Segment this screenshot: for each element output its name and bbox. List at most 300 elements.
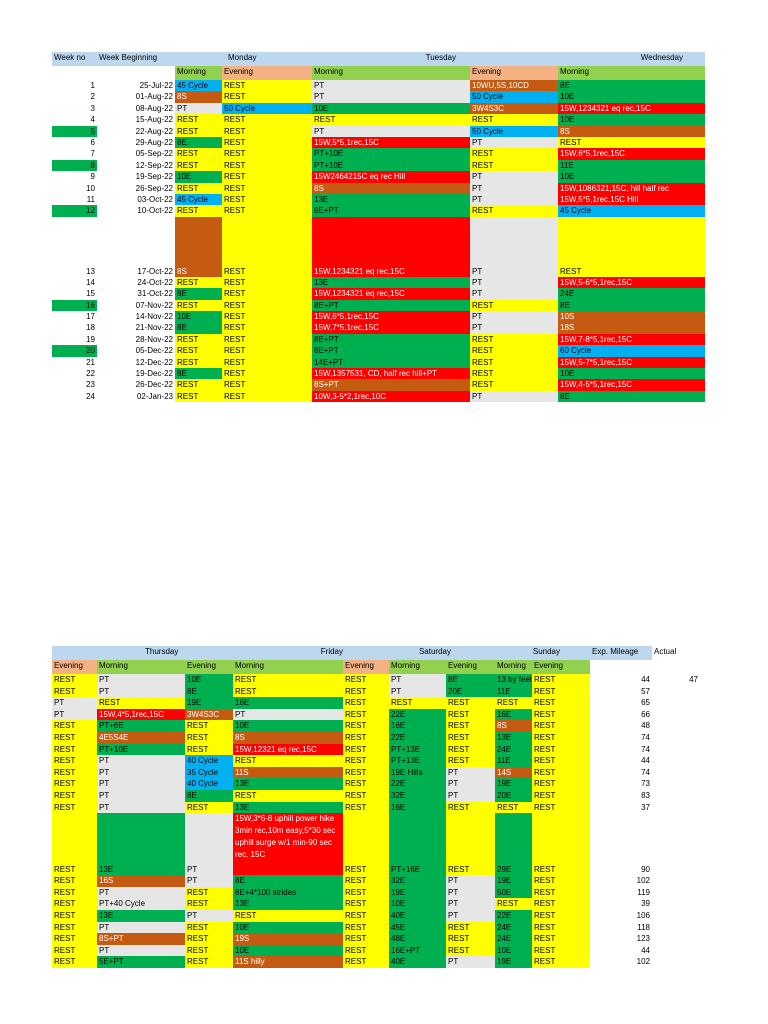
schedule-cell: 11E — [495, 755, 532, 767]
schedule-cell: PT — [97, 778, 185, 790]
schedule-cell: 8E — [558, 300, 705, 311]
week-number: 10 — [52, 183, 97, 194]
schedule-cell: 8E — [185, 790, 233, 802]
schedule-cell: 10E — [175, 171, 222, 182]
schedule-cell: REST — [222, 126, 312, 137]
schedule-cell: REST — [446, 755, 495, 767]
schedule-cell: REST — [52, 720, 97, 732]
schedule-cell: REST — [185, 922, 233, 934]
week-number: 12 — [52, 205, 97, 216]
schedule-cell: REST — [389, 697, 446, 709]
schedule-cell: REST — [312, 114, 470, 125]
schedule-cell: REST — [52, 778, 97, 790]
schedule-cell: 15W,4-5*5,1rec,15C — [558, 379, 705, 390]
week-date: 03-Oct-22 — [137, 195, 173, 204]
schedule-cell: 16E — [233, 697, 343, 709]
schedule-cell: REST — [233, 686, 343, 698]
schedule-cell: PT+13E — [389, 744, 446, 756]
schedule-cell: REST — [343, 922, 389, 934]
actual-mileage — [652, 898, 700, 910]
actual-mileage — [652, 887, 700, 899]
schedule-cell: REST — [558, 217, 705, 277]
schedule-cell: 10W,3-5*2,1rec,10C — [312, 391, 470, 402]
schedule-cell: REST — [52, 755, 97, 767]
schedule-cell: 13E — [312, 194, 470, 205]
week-date: 12-Dec-22 — [135, 357, 173, 367]
week-date: 21-Nov-22 — [135, 323, 173, 333]
schedule-cell: REST — [52, 898, 97, 910]
schedule-cell: 8S — [233, 732, 343, 744]
schedule-cell: PT — [470, 137, 558, 148]
expected-mileage: 102 — [636, 957, 650, 967]
schedule-cell: REST — [97, 697, 185, 709]
schedule-cell: PT+40 Cycle — [97, 898, 185, 910]
week-date: 19-Dec-22 — [135, 369, 173, 378]
schedule-cell: REST — [343, 720, 389, 732]
schedule-cell: PT — [97, 922, 185, 934]
schedule-cell: REST — [52, 686, 97, 698]
expected-mileage: 73 — [641, 779, 650, 789]
week-date: 26-Dec-22 — [135, 380, 173, 390]
schedule-cell: REST — [222, 217, 312, 277]
subheader-wed-morning: Morning — [558, 66, 705, 80]
expected-mileage: 119 — [637, 887, 650, 897]
schedule-cell: REST — [532, 802, 590, 814]
schedule-cell: REST — [175, 379, 222, 390]
expected-mileage: 74 — [641, 733, 650, 742]
schedule-cell: PT — [470, 183, 558, 194]
schedule-cell: 13E — [233, 898, 343, 910]
schedule-cell: REST — [446, 945, 495, 957]
schedule-cell: REST — [446, 732, 495, 744]
schedule-cell: 20E — [495, 790, 532, 802]
header-wednesday: Wednesday — [640, 53, 683, 62]
schedule-cell: PT — [175, 103, 222, 114]
week-number: 6 — [52, 137, 97, 148]
schedule-cell: REST — [470, 300, 558, 311]
schedule-cell: REST — [343, 802, 389, 814]
schedule-cell: PT — [185, 910, 233, 922]
schedule-cell: REST — [52, 945, 97, 957]
week-number: 3 — [52, 103, 97, 114]
schedule-cell: PT — [470, 288, 558, 299]
subheader-sat-morning: Morning — [389, 660, 446, 674]
week-date: 14-Nov-22 — [135, 312, 173, 321]
schedule-cell: REST — [52, 732, 97, 744]
schedule-cell: REST — [470, 160, 558, 171]
schedule-cell: REST — [343, 910, 389, 922]
schedule-cell: REST — [532, 709, 590, 721]
subheader-thu-evening: Evening — [185, 660, 233, 674]
schedule-cell: 15W,1234321 eq rec,15C — [558, 103, 705, 114]
schedule-cell: REST — [532, 813, 590, 875]
schedule-cell: 45 Cycle — [558, 205, 705, 216]
schedule-cell: REST — [446, 709, 495, 721]
schedule-cell: 50E — [495, 887, 532, 899]
schedule-cell: PT — [185, 813, 233, 875]
schedule-cell: PT — [470, 311, 558, 322]
week-number: 9 — [52, 171, 97, 182]
schedule-cell: 3W4S3C — [470, 103, 558, 114]
schedule-cell: REST — [222, 205, 312, 216]
week-date: 24-Oct-22 — [137, 277, 173, 287]
schedule-cell: PT+6E — [97, 720, 185, 732]
schedule-cell: 13E — [495, 732, 532, 744]
schedule-cell: 15W,4*5,1rec,15C — [97, 709, 185, 721]
expected-mileage: 44 — [641, 756, 650, 766]
actual-mileage — [652, 755, 700, 767]
subheader-fri-evening: Evening — [343, 660, 389, 674]
schedule-cell: REST — [343, 887, 389, 899]
schedule-cell: PT — [389, 686, 446, 698]
schedule-cell: 15W,6*5,1rec,15C — [558, 148, 705, 159]
schedule-cell: 40E — [389, 910, 446, 922]
schedule-cell: REST — [185, 802, 233, 814]
schedule-cell: REST — [52, 887, 97, 899]
week-date: 22-Aug-22 — [135, 126, 173, 136]
expected-mileage: 44 — [641, 945, 650, 955]
actual-mileage — [652, 744, 700, 756]
schedule-cell: 8E — [185, 686, 233, 698]
schedule-cell: 24E — [558, 288, 705, 299]
schedule-cell: REST — [222, 171, 312, 182]
schedule-cell: REST — [222, 322, 312, 333]
schedule-cell: REST — [343, 898, 389, 910]
schedule-cell: REST — [52, 802, 97, 814]
schedule-cell: REST — [343, 744, 389, 756]
week-date: 12-Sep-22 — [135, 160, 173, 170]
schedule-cell: REST — [343, 709, 389, 721]
schedule-cell: REST — [222, 91, 312, 102]
schedule-cell: 11E — [558, 160, 705, 171]
schedule-cell: REST — [532, 755, 590, 767]
schedule-cell: 10E — [175, 311, 222, 322]
schedule-cell: 15W,7-8*5,1rec,15C — [558, 334, 705, 345]
schedule-cell: REST — [175, 160, 222, 171]
week-number: 21 — [52, 357, 97, 368]
schedule-cell: REST — [222, 288, 312, 299]
schedule-cell: PT — [312, 80, 470, 91]
header-sunday: Sunday — [532, 647, 560, 656]
schedule-cell: PT — [52, 709, 97, 721]
schedule-cell: PT — [470, 217, 558, 277]
expected-mileage: 90 — [641, 865, 650, 875]
schedule-cell: REST — [185, 744, 233, 756]
schedule-cell: REST — [175, 391, 222, 402]
schedule-cell: REST — [222, 277, 312, 288]
schedule-cell: PT — [446, 875, 495, 887]
schedule-cell: 15W,5*5,1rec,15C — [312, 137, 470, 148]
week-date: 17-Oct-22 — [137, 266, 173, 276]
schedule-cell: 10S — [558, 311, 705, 322]
schedule-cell: 15W,12321 eq rec,15C — [233, 744, 343, 756]
actual-mileage — [652, 802, 700, 814]
schedule-cell: REST — [52, 744, 97, 756]
schedule-cell: REST — [343, 755, 389, 767]
schedule-cell: REST — [52, 790, 97, 802]
schedule-cell: REST — [532, 686, 590, 698]
schedule-cell: REST — [558, 137, 705, 148]
schedule-cell: REST — [532, 910, 590, 922]
schedule-cell: 10E — [233, 945, 343, 957]
schedule-cell: PT — [446, 956, 495, 968]
schedule-cell: 19E — [185, 697, 233, 709]
schedule-cell: 45 Cycle — [175, 80, 222, 91]
schedule-cell: REST — [52, 674, 97, 686]
schedule-cell: 24E — [495, 744, 532, 756]
expected-mileage: 106 — [636, 911, 650, 920]
schedule-cell: REST — [446, 922, 495, 934]
schedule-cell: 8E+PT — [312, 345, 470, 356]
schedule-cell: 24E — [495, 922, 532, 934]
week-number: 2 — [52, 91, 97, 102]
schedule-cell: REST — [343, 674, 389, 686]
schedule-cell: 10E — [233, 922, 343, 934]
schedule-cell: 16S — [97, 875, 185, 887]
schedule-cell: 8E — [446, 674, 495, 686]
schedule-cell: REST — [343, 933, 389, 945]
schedule-cell: REST — [222, 183, 312, 194]
actual-mileage — [652, 686, 700, 698]
expected-mileage: 48 — [641, 721, 650, 731]
expected-mileage: 74 — [641, 767, 650, 777]
actual-mileage — [652, 790, 700, 802]
schedule-cell: REST — [175, 183, 222, 194]
schedule-cell: 60 Cycle — [558, 345, 705, 356]
schedule-cell: 19E — [495, 778, 532, 790]
schedule-cell: PT — [97, 802, 185, 814]
actual-mileage — [652, 720, 700, 732]
subheader-sun-morning: Morning — [495, 660, 532, 674]
schedule-cell: REST — [222, 80, 312, 91]
schedule-cell: 10E — [558, 171, 705, 182]
schedule-cell: REST — [532, 898, 590, 910]
schedule-cell: 10E — [185, 674, 233, 686]
schedule-cell: 22E — [389, 778, 446, 790]
schedule-cell: 13E — [233, 802, 343, 814]
schedule-cell: REST — [532, 778, 590, 790]
schedule-cell: PT+10E — [312, 160, 470, 171]
schedule-cell: REST — [175, 300, 222, 311]
week-number: 20 — [52, 345, 97, 356]
schedule-cell: REST — [52, 875, 97, 887]
schedule-cell: PT — [52, 697, 97, 709]
actual-mileage: 47 — [689, 675, 698, 684]
schedule-cell: REST — [532, 875, 590, 887]
schedule-cell: 10E — [495, 945, 532, 957]
schedule-cell: REST — [52, 813, 97, 875]
schedule-cell: REST — [52, 933, 97, 945]
week-number: 19 — [52, 334, 97, 345]
schedule-cell: REST — [185, 898, 233, 910]
schedule-cell: PT — [446, 898, 495, 910]
actual-mileage — [652, 945, 700, 957]
schedule-cell: 13E — [312, 277, 470, 288]
schedule-cell: 40 Cycle — [185, 755, 233, 767]
schedule-cell: REST — [222, 137, 312, 148]
schedule-cell: 8E — [175, 288, 222, 299]
schedule-cell: 50 Cycle — [470, 91, 558, 102]
schedule-cell: REST — [470, 334, 558, 345]
week-number: 1 — [52, 80, 97, 91]
schedule-cell: 32E — [389, 875, 446, 887]
subheader-tue-evening: Evening — [470, 66, 558, 80]
expected-mileage: 44 — [641, 675, 650, 684]
header-thursday: Thursday — [145, 647, 179, 656]
schedule-cell: REST — [532, 956, 590, 968]
header-exp-mileage: Exp. Mileage — [592, 647, 639, 656]
subheader-thu-morning: Morning — [97, 660, 185, 674]
schedule-cell: 15W,5*5,1rec,15C Hill — [558, 194, 705, 205]
schedule-cell: REST — [343, 778, 389, 790]
week-number: 18 — [52, 322, 97, 333]
schedule-cell: REST — [185, 887, 233, 899]
week-number: 11 — [52, 194, 97, 205]
header-week-beginning: Week Beginning — [99, 53, 158, 62]
schedule-cell: REST — [233, 790, 343, 802]
schedule-cell: REST — [175, 126, 222, 137]
schedule-cell: REST — [175, 357, 222, 368]
schedule-cell: 8E — [175, 368, 222, 379]
expected-mileage: 83 — [641, 791, 650, 800]
schedule-cell: REST — [52, 910, 97, 922]
schedule-cell: PT — [97, 945, 185, 957]
schedule-cell: 19E — [389, 887, 446, 899]
schedule-cell: REST — [532, 720, 590, 732]
schedule-cell: REST — [532, 922, 590, 934]
schedule-cell: 8S+PT — [312, 379, 470, 390]
schedule-cell: REST — [233, 910, 343, 922]
week-date: 31-Oct-22 — [137, 289, 173, 299]
schedule-cell: REST — [495, 697, 532, 709]
schedule-cell: 14E+PT — [312, 357, 470, 368]
schedule-cell: 8S+PT — [97, 933, 185, 945]
schedule-cell: PT — [97, 767, 185, 779]
schedule-cell: REST — [185, 732, 233, 744]
week-date: 05-Dec-22 — [135, 346, 173, 356]
week-date: 15-Aug-22 — [135, 115, 173, 125]
schedule-cell: REST — [52, 956, 97, 968]
schedule-cell: REST — [470, 148, 558, 159]
schedule-cell: REST — [532, 697, 590, 709]
schedule-cell: REST — [470, 368, 558, 379]
schedule-cell: 11S — [233, 767, 343, 779]
schedule-cell: 8E+PT — [312, 205, 470, 216]
schedule-cell: 8E — [175, 137, 222, 148]
schedule-cell: PT — [446, 910, 495, 922]
schedule-cell: 10E — [312, 103, 470, 114]
schedule-cell: PT — [97, 790, 185, 802]
actual-mileage — [652, 813, 700, 875]
schedule-cell: REST — [175, 345, 222, 356]
schedule-cell: 15W,1234321 eq rec,15C — [312, 217, 470, 277]
schedule-cell: 13 by feel — [497, 675, 532, 684]
schedule-cell: REST — [532, 732, 590, 744]
schedule-cell: 11S hilly — [233, 956, 343, 968]
schedule-cell: PT — [185, 875, 233, 887]
schedule-cell: REST — [495, 802, 532, 814]
expected-mileage: 66 — [641, 709, 650, 719]
schedule-cell: 15W,5-7*5,1rec,15C — [558, 357, 705, 368]
schedule-cell: REST — [222, 391, 312, 402]
schedule-cell: REST — [343, 790, 389, 802]
schedule-cell: PT — [470, 277, 558, 288]
schedule-cell: 16E — [389, 802, 446, 814]
expected-mileage: 57 — [641, 686, 650, 696]
week-number: 14 — [52, 277, 97, 288]
schedule-cell: REST — [222, 357, 312, 368]
schedule-cell: 15W,1357531, CD, half rec hill+PT — [312, 368, 470, 379]
expected-mileage: 118 — [637, 922, 650, 932]
schedule-cell: 48E — [389, 933, 446, 945]
schedule-cell: 15W,1234321 eq rec,15C — [312, 288, 470, 299]
schedule-cell: 35 Cycle — [185, 767, 233, 779]
schedule-cell: REST — [222, 300, 312, 311]
schedule-cell: PT — [470, 322, 558, 333]
schedule-cell: 19E — [495, 956, 532, 968]
schedule-cell: PT — [470, 171, 558, 182]
week-number: 7 — [52, 148, 97, 159]
schedule-cell: 8E — [558, 391, 705, 402]
week-number: 22 — [52, 368, 97, 379]
schedule-cell: 50 Cycle — [470, 126, 558, 137]
week-date: 08-Aug-22 — [135, 103, 173, 113]
schedule-cell: 14S — [495, 767, 532, 779]
actual-mileage — [652, 922, 700, 934]
schedule-cell: 5E+PT — [97, 956, 185, 968]
schedule-cell: REST — [175, 148, 222, 159]
header-monday: Monday — [228, 53, 257, 62]
week-date: 01-Aug-22 — [135, 92, 173, 102]
schedule-cell: 8E — [175, 322, 222, 333]
schedule-cell: REST — [222, 311, 312, 322]
schedule-cell: PT+10E — [97, 744, 185, 756]
schedule-cell: 10E — [233, 720, 343, 732]
header-week-no: Week no — [54, 53, 86, 62]
week-date: 07-Nov-22 — [135, 300, 173, 310]
week-date: 02-Jan-23 — [136, 391, 173, 401]
schedule-cell: 32E — [389, 790, 446, 802]
schedule-cell: PT — [97, 887, 185, 899]
schedule-cell: 29E — [495, 813, 532, 875]
week-number: 15 — [52, 288, 97, 299]
schedule-cell: 15W,5-6*5,1rec,15C — [558, 277, 705, 288]
schedule-cell: REST — [185, 720, 233, 732]
expected-mileage: 74 — [641, 744, 650, 754]
schedule-cell: REST — [532, 933, 590, 945]
schedule-cell: REST — [343, 697, 389, 709]
week-number: 23 — [52, 379, 97, 390]
header-friday: Friday — [320, 647, 343, 656]
actual-mileage — [652, 767, 700, 779]
schedule-cell: 16E — [495, 709, 532, 721]
schedule-cell: REST — [446, 720, 495, 732]
subheader-fri-morning: Morning — [233, 660, 343, 674]
schedule-cell: 13E — [97, 910, 185, 922]
schedule-cell: REST — [222, 160, 312, 171]
expected-mileage: 65 — [641, 698, 650, 708]
schedule-cell: PT+13E — [389, 755, 446, 767]
schedule-cell: 13E — [97, 813, 185, 875]
expected-mileage: 102 — [636, 876, 650, 886]
schedule-cell: 10WU,5S,10CD — [470, 80, 558, 91]
schedule-cell: REST — [343, 945, 389, 957]
schedule-cell: PT — [470, 194, 558, 205]
schedule-cell: 8E+4*100 strides — [233, 887, 343, 899]
schedule-cell: PT — [97, 686, 185, 698]
schedule-cell: 13E — [233, 778, 343, 790]
expected-mileage: 123 — [636, 934, 650, 944]
